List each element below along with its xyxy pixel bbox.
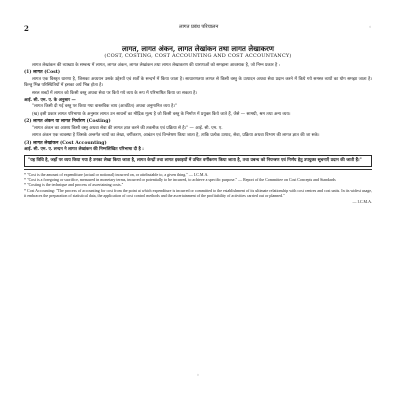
page-number: 2 [24,24,29,33]
section-heading-cost: (1) लागत (Cost) [24,70,61,76]
running-head [24,24,372,38]
boxed-definition-quote: "यह विधि है, जहाँ पर व्यय किया गया है उनका लेखा किया जाता है, लागत केन्द्रों तथा लागत इकाइयों में उचित वर्गीकरण किया जाता है, तथा प्रबन्ध को नियन्त्रण एवं निर्णय हेतु उपयुक्त सूचनाएँ प्रदान की जाती हैं।" [24,155,372,167]
footnote: * "Cost is the amount of expenditure (actual or notional) incurred on, or attributable to, a given thing." — I.C.M.A. [24,171,209,177]
cost-accounting-definition-title: आई. सी. एम. ए. लन्दन ने लागत लेखांकन की निम्नलिखित परिभाषा दी है : [24,147,144,153]
chapter-title: लागत, लागत अंकन, लागत लेखांकन तथा लागत लेखाकरण [122,44,274,53]
footnote: * Cost Accounting: "The process of accounting for cost from the point at which expenditure is incurred or committed to the establishment of its ultimate relationship with cost centres and cost units. In its widest usage, it embraces the preparation of statistical data, the application of cost control methods and the ascertainment of the profitability of activities carried out or planned." [24,187,372,199]
footnote: * "Costing is the technique and process of ascertaining costs." [24,182,124,188]
footnote-source: — I.C.M.A. [352,198,372,204]
cost-definition-title: आई. सी. एम. ए. के अनुसार — [24,98,76,104]
document-page [10,16,386,384]
footnote: * "Cost is a foregoing or sacrifice, measured in monetary terms, incurred or potentially to be incurred, to achieve a specific purpose." — Report of the Committee on Cost Concepts and Standards [24,177,336,183]
footnotes [24,169,372,204]
cost-definition-2: (ख) इसी प्रकार लागत परिभाषा के अनुसार लागत उन साधनों का मौद्रिक मूल्य है जो किसी वस्तु के निर्माण में प्रयुक्त किये जाते हैं, जैसे — सामग्री, श्रम तथा अन्य व्यय। [32,111,291,117]
section-heading-cost-accounting: (3) लागत लेखांकन (Cost Accounting) [24,140,107,146]
intro-paragraph: लागत लेखांकन की व्याख्या के सम्बन्ध में लागत, लागत अंकन, लागत लेखांकन तथा लागत लेखाकरण की धारणाओं को समझना आवश्यक है, जो निम्न प्रकार है : [32,63,281,68]
costing-paragraph-1: "लागत अंकन का आशय किसी वस्तु अथवा सेवा की लागत ज्ञात करने की तकनीक एवं प्रक्रिया से है।" — आई. सी. एम. ए. [32,125,223,131]
bottom-mark: ◦ [196,372,200,379]
chapter-subtitle: (COST, COSTING, COST ACCOUNTING AND COST ACCOUNTANCY) [104,53,292,59]
costing-paragraph-2: लागत अंकन एक व्यवस्था है जिसके अन्तर्गत व्ययों का लेखा, वर्गीकरण, आबंटन एवं विश्लेषण किया जाता है, ताकि प्रत्येक उत्पाद, सेवा, प्रक्रिया अथवा विभाग की लागत ज्ञात की जा सके। [32,133,320,139]
corner-mark: ◦ [368,24,372,31]
cost-paragraph-1: लागत एक विस्तृत धारणा है, जिसका अध्ययन उसके उद्देश्यों एवं शर्तों के सन्दर्भ में किया जाता है। साधारणतया लागत से किसी वस्तु के उत्पादन अथवा सेवा प्रदान करने में किये गये समस्त व्ययों का योग समझा जाता है। किन्तु भिन्न परिस्थितियों में इसका अर्थ भिन्न होता है। [24,77,372,89]
cost-definition-1: "लागत किसी दी गई वस्तु पर किया गया वास्तविक व्यय (आवंटित) अथवा अनुमानित व्यय है।" [32,104,178,110]
running-title: लागत प्रबंध परिचालन [179,24,219,30]
cost-paragraph-2: सरल शब्दों में लागत को किसी वस्तु अथवा सेवा पर किये गये व्यय के रूप में परिभाषित किया जा सकता है। [32,90,197,96]
section-heading-costing: (2) लागत अंकन या लागत निर्धारण (Costing) [24,119,111,125]
